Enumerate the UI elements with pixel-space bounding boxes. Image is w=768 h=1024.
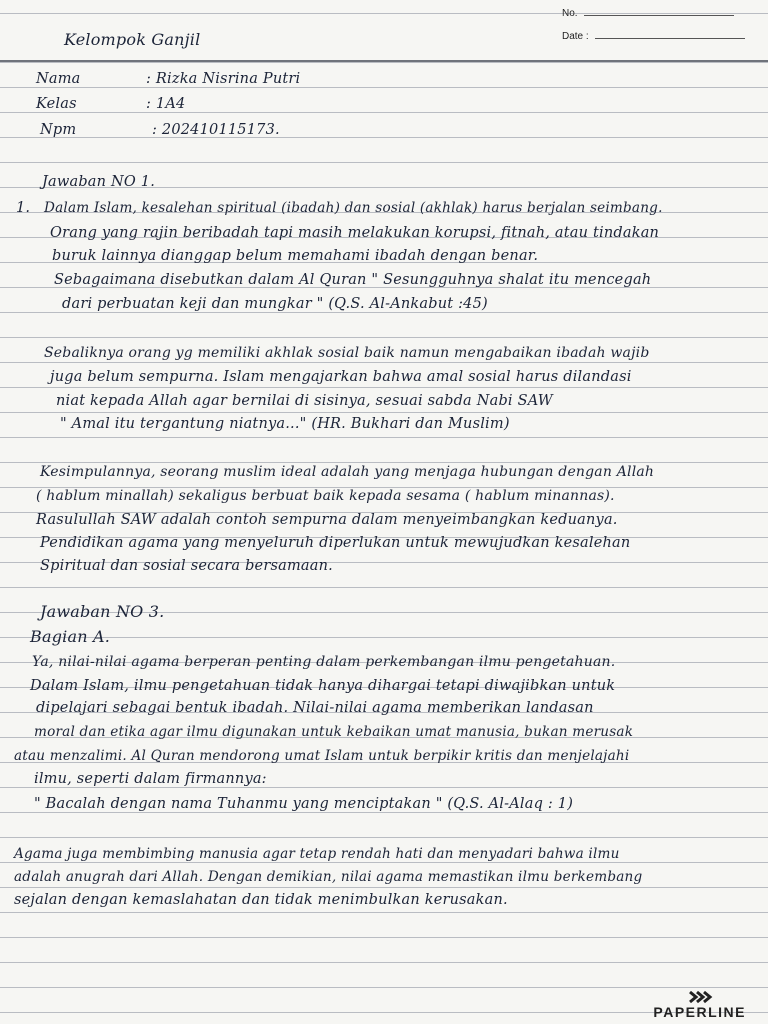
answer3-line: atau menzalimi. Al Quran mendorong umat Islam untuk berpikir kritis dan menjelajahi bbox=[14, 748, 630, 764]
answer1-line: " Amal itu tergantung niatnya..." (HR. Bukhari dan Muslim) bbox=[60, 416, 510, 432]
npm-label: Npm bbox=[40, 122, 77, 138]
no-label: No. bbox=[562, 8, 578, 19]
answer3-line: Agama juga membimbing manusia agar tetap rendah hati dan menyadari bahwa ilmu bbox=[14, 846, 620, 862]
answer1-number: 1. bbox=[16, 200, 31, 216]
page-title: Kelompok Ganjil bbox=[64, 30, 201, 49]
answer1-line: juga belum sempurna. Islam mengajarkan bahwa amal sosial harus dilandasi bbox=[50, 369, 632, 385]
answer3-line: adalah anugrah dari Allah. Dengan demikian, nilai agama memastikan ilmu berkembang bbox=[14, 869, 643, 885]
npm-value: : 202410115173. bbox=[152, 122, 280, 138]
answer3-line: sejalan dengan kemaslahatan dan tidak menimbulkan kerusakan. bbox=[14, 892, 508, 908]
date-field bbox=[562, 31, 745, 42]
header-divider bbox=[0, 60, 768, 62]
kelas-value: : 1A4 bbox=[146, 96, 186, 112]
no-field bbox=[562, 8, 734, 19]
answer1-line: Pendidikan agama yang menyeluruh diperlukan untuk mewujudkan kesalehan bbox=[40, 535, 631, 551]
answer3-line: Dalam Islam, ilmu pengetahuan tidak hanya dihargai tetapi diwajibkan untuk bbox=[30, 678, 616, 694]
date-label: Date : bbox=[562, 31, 589, 42]
answer1-line: ( hablum minallah) sekaligus berbuat baik kepada sesama ( hablum minannas). bbox=[36, 488, 615, 504]
kelas-label: Kelas bbox=[36, 96, 77, 112]
answer1-line: Orang yang rajin beribadah tapi masih melakukan korupsi, fitnah, atau tindakan bbox=[50, 225, 660, 241]
answer1-line: Kesimpulannya, seorang muslim ideal adalah yang menjaga hubungan dengan Allah bbox=[40, 464, 655, 480]
answer1-line: Spiritual dan sosial secara bersamaan. bbox=[40, 558, 333, 574]
answer1-line: Sebaliknya orang yg memiliki akhlak sosial baik namun mengabaikan ibadah wajib bbox=[44, 345, 650, 361]
answer1-line: Dalam Islam, kesalehan spiritual (ibadah) dan sosial (akhlak) harus berjalan seimbang. bbox=[44, 200, 663, 216]
answer3-line: ilmu, seperti dalam firmannya: bbox=[34, 771, 267, 787]
answer3-line: dipelajari sebagai bentuk ibadah. Nilai-nilai agama memberikan landasan bbox=[36, 700, 594, 716]
answer1-line: Sebagaimana disebutkan dalam Al Quran " Sesungguhnya shalat itu mencegah bbox=[54, 272, 652, 288]
answer3-heading: Jawaban NO 3. bbox=[40, 602, 165, 621]
brand-name: PAPERLINE bbox=[653, 1004, 746, 1020]
answer1-line: niat kepada Allah agar bernilai di sisinya, sesuai sabda Nabi SAW bbox=[56, 393, 553, 409]
answer1-line: buruk lainnya dianggap belum memahami ibadah dengan benar. bbox=[52, 248, 539, 264]
nama-value: : Rizka Nisrina Putri bbox=[146, 71, 301, 87]
answer3-section: Bagian A. bbox=[30, 627, 111, 646]
nama-label: Nama bbox=[36, 71, 81, 87]
answer1-line: Rasulullah SAW adalah contoh sempurna dalam menyeimbangkan keduanya. bbox=[36, 512, 618, 528]
paperline-logo-icon bbox=[686, 990, 716, 1004]
answer1-heading: Jawaban NO 1. bbox=[42, 174, 156, 190]
answer1-line: dari perbuatan keji dan mungkar " (Q.S. Al-Ankabut :45) bbox=[62, 296, 488, 312]
answer3-line: moral dan etika agar ilmu digunakan untuk kebaikan umat manusia, bukan merusak bbox=[34, 724, 634, 740]
answer3-line: Ya, nilai-nilai agama berperan penting dalam perkembangan ilmu pengetahuan. bbox=[32, 654, 616, 670]
answer3-line: " Bacalah dengan nama Tuhanmu yang menciptakan " (Q.S. Al-Alaq : 1) bbox=[34, 796, 574, 812]
